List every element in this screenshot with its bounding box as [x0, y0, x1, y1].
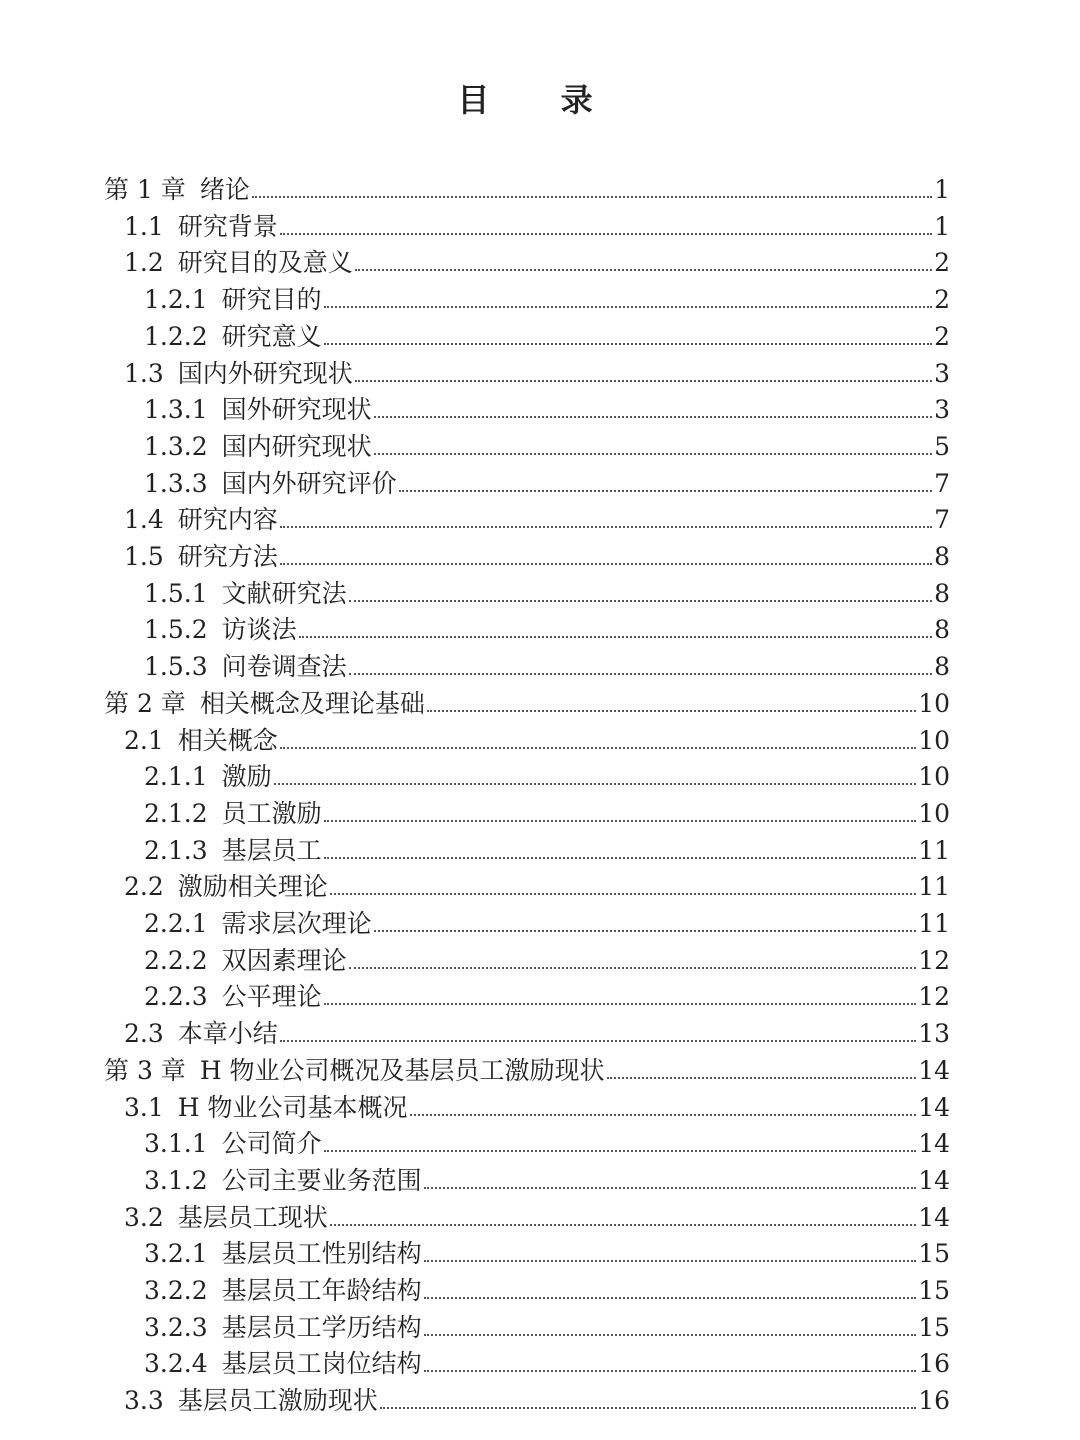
toc-entry-number: 1.2.1 [144, 285, 208, 315]
toc-entry-number: 1.5.1 [144, 578, 208, 608]
toc-entry-title: 激励 [221, 762, 272, 792]
toc-entry-number: 3.2.1 [144, 1239, 208, 1269]
toc-entry-page-number: 16 [918, 1349, 950, 1379]
toc-entry[interactable] [144, 1234, 950, 1270]
toc-leader-dots [349, 599, 932, 602]
toc-entry-title: 基层员工年龄结构 [221, 1276, 422, 1305]
toc-leader-dots [280, 562, 932, 565]
toc-leader-dots [324, 305, 932, 308]
toc-entry-number: 3.2.4 [144, 1349, 208, 1379]
toc-entry-page-number: 14 [918, 1092, 950, 1122]
toc-entry-page-number: 11 [918, 872, 950, 902]
toc-leader-dots [280, 525, 932, 528]
toc-leader-dots [355, 379, 932, 382]
toc-entry-page-number: 14 [918, 1202, 950, 1232]
toc-entry-title: 激励相关理论 [177, 872, 328, 902]
toc-entry-title: 相关概念 [177, 725, 278, 755]
toc-entry-number: 2.2 [124, 872, 164, 902]
toc-leader-dots [374, 929, 917, 932]
toc-entry[interactable] [144, 831, 950, 867]
toc-entry-title: 公平理论 [221, 982, 322, 1012]
toc-entry-page-number: 12 [918, 945, 950, 975]
toc-entry[interactable] [144, 464, 950, 500]
toc-entry[interactable] [144, 574, 950, 610]
toc-leader-dots [299, 635, 932, 638]
toc-leader-dots [424, 1259, 917, 1262]
toc-entry-number: 1.5.2 [144, 615, 208, 645]
toc-entry[interactable] [124, 537, 950, 573]
toc-entry[interactable] [124, 243, 950, 279]
toc-leader-dots [280, 1039, 916, 1042]
toc-leader-dots [410, 1113, 917, 1116]
toc-entry-title: 国内外研究评价 [221, 468, 397, 498]
toc-entry-page-number: 10 [918, 762, 950, 792]
toc-entry[interactable] [144, 794, 950, 830]
toc-entry-title: 本章小结 [177, 1019, 278, 1049]
toc-entry[interactable] [124, 1381, 950, 1417]
toc-entry-number: 3.2.2 [144, 1276, 208, 1305]
toc-leader-dots [324, 856, 917, 859]
toc-entry-page-number: 5 [934, 431, 950, 461]
toc-entry[interactable] [144, 1124, 950, 1160]
toc-entry-title: 研究方法 [177, 542, 278, 571]
toc-entry[interactable] [144, 317, 950, 353]
toc-entry-title: 国内研究现状 [221, 431, 372, 461]
toc-entry-page-number: 15 [918, 1312, 950, 1342]
toc-entry-title: 研究意义 [221, 321, 322, 351]
toc-leader-dots [380, 1406, 916, 1409]
toc-leader-dots [399, 489, 932, 492]
toc-entry[interactable] [124, 1014, 950, 1050]
toc-entry-title: 研究目的 [221, 285, 322, 315]
toc-leader-dots [349, 966, 917, 969]
toc-entry-number: 1.4 [124, 505, 164, 535]
toc-entry-title: 相关概念及理论基础 [199, 688, 425, 718]
toc-entry-title: 访谈法 [221, 615, 297, 645]
toc-entry-title: 基层员工性别结构 [221, 1239, 422, 1269]
toc-entry-number: 1.3.2 [144, 431, 208, 461]
toc-entry-title: 基层员工学历结构 [221, 1312, 422, 1342]
toc-entry-number: 1.2 [124, 248, 164, 278]
toc-entry-number: 1.1 [124, 211, 164, 241]
toc-entry-page-number: 16 [918, 1386, 950, 1416]
toc-leader-dots [424, 1333, 917, 1336]
toc-entry-number: 1.3 [124, 358, 164, 388]
toc-entry[interactable] [144, 1344, 950, 1380]
toc-entry-title: 员工激励 [221, 798, 322, 828]
toc-entry-title: 公司简介 [221, 1129, 322, 1159]
toc-entry-number: 1.2.2 [144, 321, 208, 351]
toc-entry[interactable] [104, 684, 950, 720]
toc-entry-page-number: 3 [934, 358, 950, 388]
toc-entry[interactable] [124, 354, 950, 390]
toc-entry-title: 基层员工 [221, 835, 322, 865]
toc-entry-page-number: 11 [918, 835, 950, 865]
toc-entry-number: 3.1.1 [144, 1129, 208, 1159]
toc-entry-page-number: 8 [934, 615, 950, 645]
toc-entry-page-number: 10 [918, 725, 950, 755]
toc-entry-number: 2.1.2 [144, 798, 208, 828]
toc-entry-page-number: 8 [934, 542, 950, 571]
toc-leader-dots [427, 709, 916, 712]
toc-entry-title: 基层员工现状 [177, 1202, 328, 1232]
toc-entry[interactable] [144, 647, 950, 683]
toc-entry-title: 国内外研究现状 [177, 358, 353, 388]
toc-entry[interactable] [124, 1088, 950, 1124]
toc-entry-title: 问卷调查法 [221, 652, 347, 682]
toc-entry-number: 第 1 章 [104, 175, 186, 204]
toc-entry[interactable] [144, 941, 950, 977]
toc-entry-page-number: 2 [934, 248, 950, 278]
toc-entry-page-number: 2 [934, 285, 950, 315]
toc-entry-page-number: 12 [918, 982, 950, 1012]
toc-entry-number: 第 2 章 [104, 688, 186, 718]
toc-title: 目 录 [457, 81, 623, 119]
toc-entry-title: 双因素理论 [221, 945, 347, 975]
toc-leader-dots [280, 232, 932, 235]
toc-entry[interactable] [144, 280, 950, 316]
toc-entry-page-number: 8 [934, 652, 950, 682]
toc-entry-number: 1.5 [124, 542, 164, 571]
toc-entry-number: 2.1.1 [144, 762, 208, 792]
toc-leader-dots [607, 1076, 917, 1079]
toc-entry-page-number: 2 [934, 321, 950, 351]
toc-entry-title: 绪论 [199, 175, 250, 204]
toc-entry-page-number: 10 [918, 798, 950, 828]
toc-entry-title: 文献研究法 [221, 578, 347, 608]
toc-entry-title: H 物业公司基本概况 [177, 1092, 408, 1122]
toc-entry-page-number: 10 [918, 688, 950, 718]
toc-leader-dots [252, 195, 932, 198]
toc-entry-number: 2.2.3 [144, 982, 208, 1012]
toc-entry-page-number: 14 [918, 1129, 950, 1159]
toc-leader-dots [349, 672, 932, 675]
toc-leader-dots [274, 782, 917, 785]
toc-leader-dots [324, 819, 917, 822]
toc-entry[interactable] [144, 1161, 950, 1197]
toc-leader-dots [424, 1369, 917, 1372]
toc-entry[interactable] [144, 610, 950, 646]
toc-entry-page-number: 11 [918, 909, 950, 938]
toc-entry[interactable] [104, 170, 950, 206]
toc-entry[interactable] [144, 757, 950, 793]
toc-entry-number: 3.1.2 [144, 1165, 208, 1195]
toc-leader-dots [330, 1223, 916, 1226]
toc-entry-page-number: 15 [918, 1239, 950, 1269]
toc-entry[interactable] [124, 207, 950, 243]
toc-entry-page-number: 14 [918, 1055, 950, 1085]
toc-leader-dots [424, 1186, 917, 1189]
toc-entry-number: 1.5.3 [144, 652, 208, 682]
toc-entry-title: 研究背景 [177, 211, 278, 241]
toc-entry[interactable] [144, 390, 950, 426]
toc-entry[interactable] [144, 427, 950, 463]
toc-entry-number: 3.2.3 [144, 1312, 208, 1342]
toc-entry-page-number: 1 [934, 175, 950, 204]
toc-entry[interactable] [144, 977, 950, 1013]
toc-entry[interactable] [144, 1308, 950, 1344]
toc-entry-title: 公司主要业务范围 [221, 1165, 422, 1195]
toc-entry[interactable] [124, 1198, 950, 1234]
toc-leader-dots [374, 452, 932, 455]
toc-entry-page-number: 7 [934, 505, 950, 535]
toc-entry-page-number: 8 [934, 578, 950, 608]
toc-entry-page-number: 15 [918, 1276, 950, 1305]
toc-entry[interactable] [104, 1051, 950, 1087]
toc-entry-page-number: 13 [918, 1019, 950, 1049]
toc-entry-title: 研究内容 [177, 505, 278, 535]
toc-entry-number: 3.2 [124, 1202, 164, 1232]
toc-entry[interactable] [144, 1271, 950, 1307]
toc-entry-number: 2.1.3 [144, 835, 208, 865]
toc-entry-title: 国外研究现状 [221, 395, 372, 425]
toc-entry[interactable] [124, 500, 950, 536]
toc-entry-page-number: 14 [918, 1165, 950, 1195]
toc-leader-dots [324, 1002, 917, 1005]
toc-entry-number: 2.1 [124, 725, 164, 755]
toc-entry-title: 研究目的及意义 [177, 248, 353, 278]
toc-entry-page-number: 3 [934, 395, 950, 425]
toc-entry[interactable] [124, 867, 950, 903]
toc-entry-number: 2.3 [124, 1019, 164, 1049]
toc-entry-title: 需求层次理论 [221, 909, 372, 938]
toc-entry-number: 第 3 章 [104, 1055, 186, 1085]
toc-leader-dots [330, 892, 916, 895]
toc-entry-title: 基层员工激励现状 [177, 1386, 378, 1416]
toc-leader-dots [280, 746, 916, 749]
toc-leader-dots [424, 1296, 917, 1299]
toc-entry[interactable] [144, 904, 950, 940]
toc-entry-number: 2.2.1 [144, 909, 208, 938]
toc-entry-number: 1.3.3 [144, 468, 208, 498]
toc-leader-dots [355, 268, 932, 271]
toc-entry[interactable] [124, 721, 950, 757]
toc-leader-dots [324, 1149, 917, 1152]
toc-entry-number: 2.2.2 [144, 945, 208, 975]
toc-entry-number: 3.1 [124, 1092, 164, 1122]
toc-entry-title: H 物业公司概况及基层员工激励现状 [199, 1055, 605, 1085]
toc-entry-number: 3.3 [124, 1386, 164, 1416]
toc-entry-title: 基层员工岗位结构 [221, 1349, 422, 1379]
toc-leader-dots [374, 415, 932, 418]
toc-entry-number: 1.3.1 [144, 395, 208, 425]
toc-leader-dots [324, 342, 932, 345]
toc-entry-page-number: 1 [934, 211, 950, 241]
toc-entry-page-number: 7 [934, 468, 950, 498]
